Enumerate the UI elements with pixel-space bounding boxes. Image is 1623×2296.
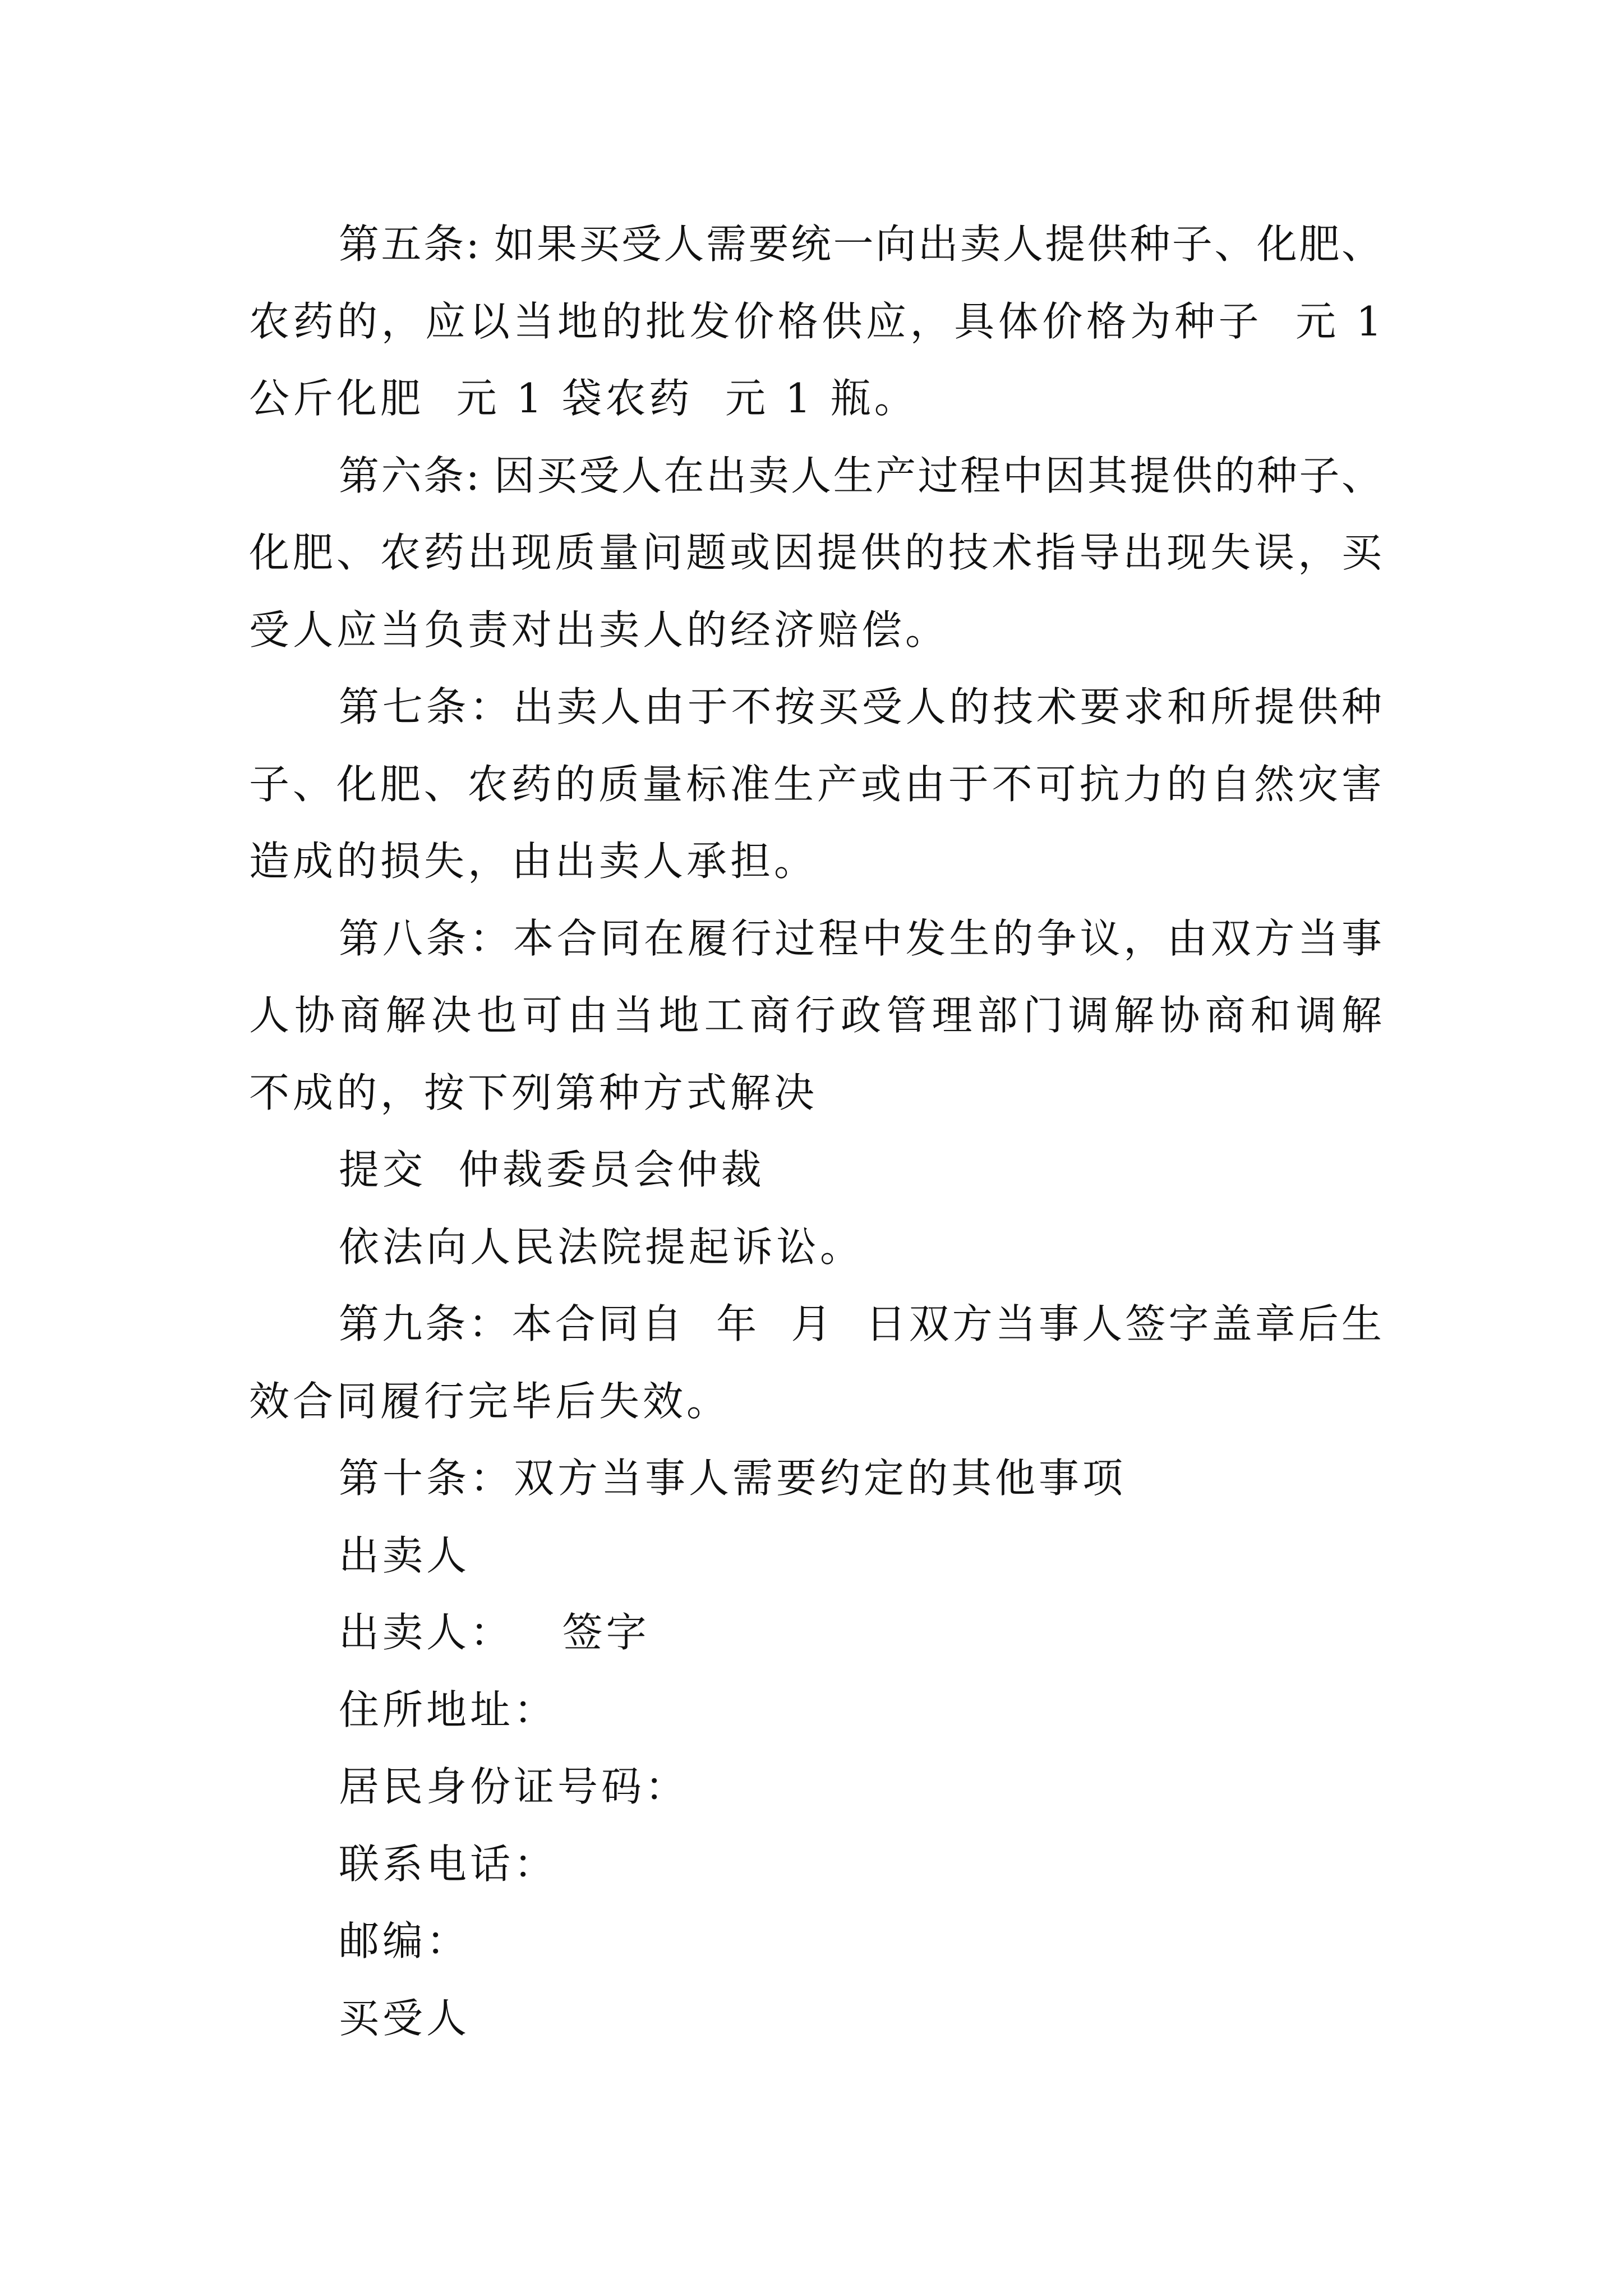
- article-10-line-1: 第十条：双方当事人需要约定的其他事项: [339, 1455, 1127, 1502]
- article-5-line-2: 农药的，应以当地的批发价格供应，具体价格为种子 元 1: [249, 298, 1382, 345]
- dispute-option-litigation: 依法向人民法院提起诉讼。: [339, 1223, 864, 1271]
- article-8-line-1: 第八条：本合同在履行过程中发生的争议，由双方当事: [339, 915, 1382, 962]
- buyer-heading: 买受人: [339, 1995, 471, 2042]
- seller-heading: 出卖人: [339, 1532, 471, 1579]
- article-6-line-3: 受人应当负责对出卖人的经济赔偿。: [249, 606, 949, 654]
- postcode-field: 邮编：: [339, 1917, 471, 1964]
- id-number-field: 居民身份证号码：: [339, 1763, 689, 1810]
- article-9-line-2: 效合同履行完毕后失效。: [249, 1378, 731, 1425]
- article-6-line-2: 化肥、农药出现质量问题或因提供的技术指导出现失误，买: [249, 529, 1382, 576]
- dispute-option-arbitration: 提交 仲裁委员会仲裁: [339, 1146, 765, 1193]
- article-7-line-3: 造成的损失，由出卖人承担。: [249, 838, 818, 885]
- article-6-line-1: 第六条: 因买受人在出卖人生产过程中因其提供的种子、: [339, 452, 1382, 499]
- article-5-line-1: 第五条: 如果买受人需要统一向出卖人提供种子、化肥、: [339, 220, 1382, 268]
- phone-field: 联系电话：: [339, 1841, 558, 1888]
- address-field: 住所地址：: [339, 1686, 558, 1733]
- article-9-line-1: 第九条：本合同自 年 月 日双方当事人签字盖章后生: [339, 1300, 1382, 1347]
- article-5-line-3: 公斤化肥 元 1 袋农药 元 1 瓶。: [249, 375, 918, 422]
- article-7-line-2: 子、化肥、农药的质量标准生产或由于不可抗力的自然灾害: [249, 761, 1382, 808]
- article-8-line-2: 人协商解决也可由当地工商行政管理部门调解协商和调解: [249, 992, 1382, 1039]
- article-7-line-1: 第七条：出卖人由于不按买受人的技术要求和所提供种: [339, 683, 1382, 730]
- seller-signature: 出卖人： 签字: [339, 1609, 650, 1656]
- article-8-line-3: 不成的，按下列第种方式解决: [249, 1069, 818, 1116]
